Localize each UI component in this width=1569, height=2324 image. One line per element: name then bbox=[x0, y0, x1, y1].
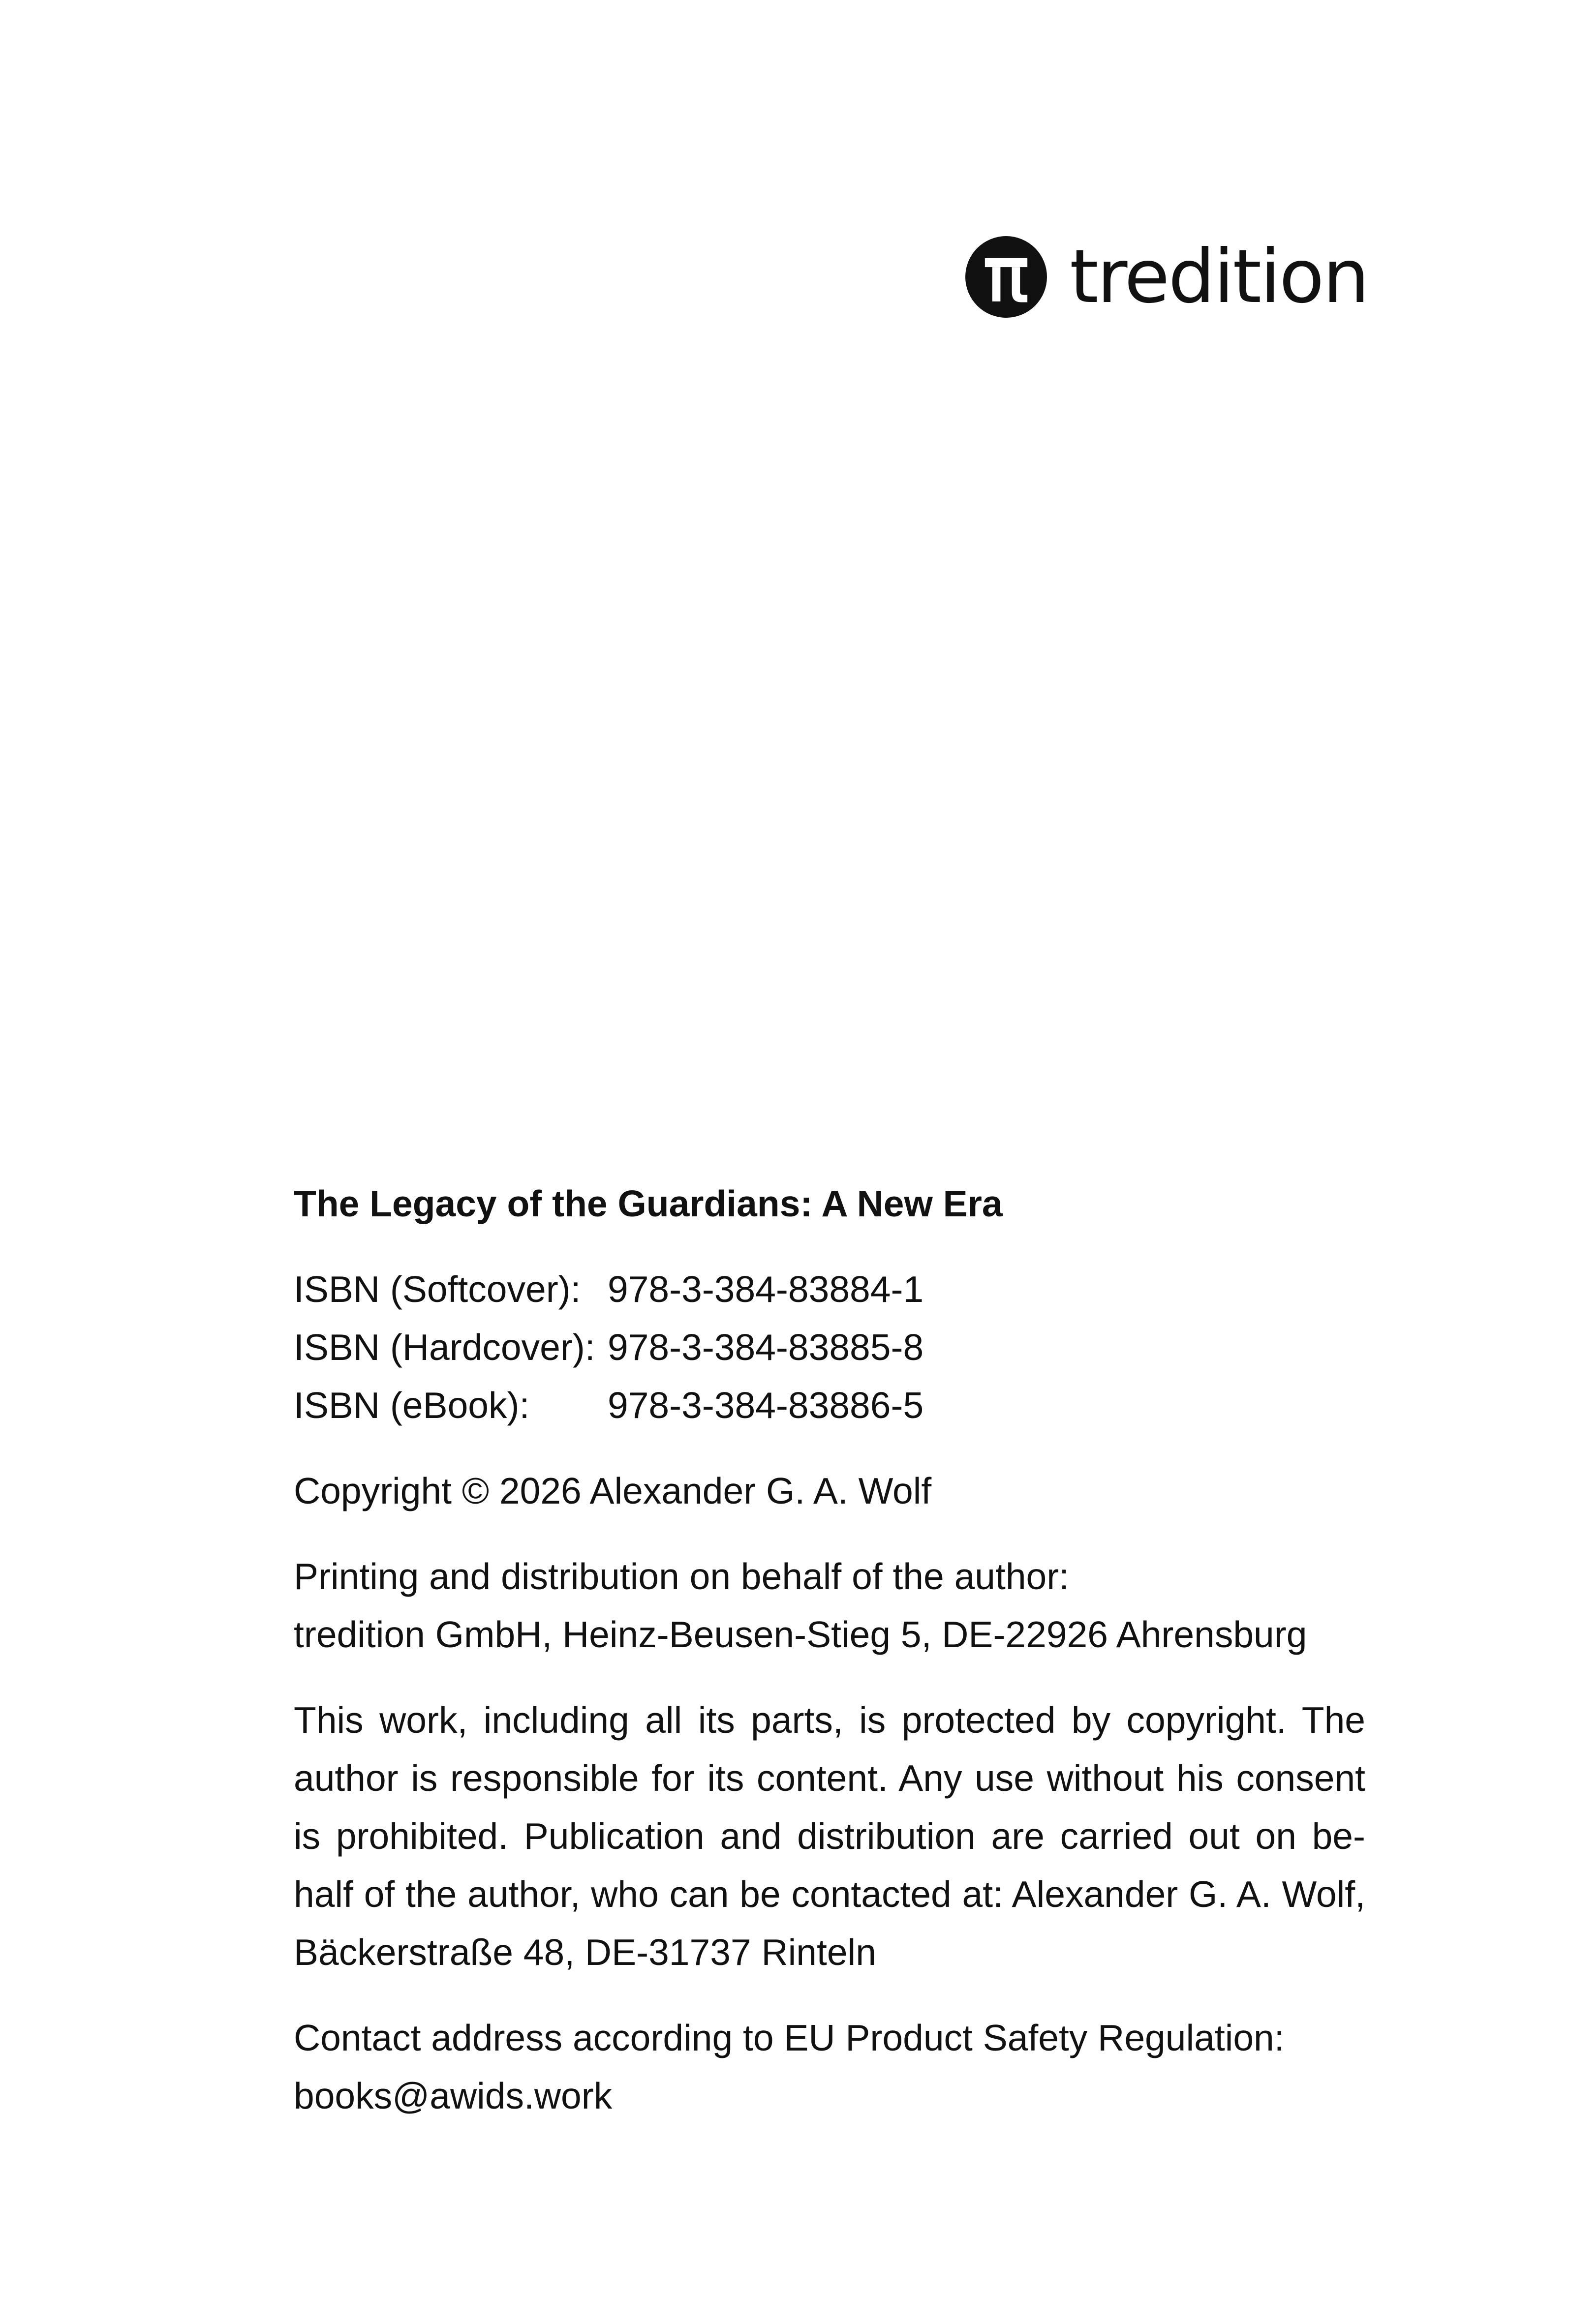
isbn-label: ISBN (eBook): bbox=[294, 1385, 530, 1426]
rights-line: half of the author, who can be contacted at: Alexander G. A. Wolf, bbox=[294, 1873, 1365, 1915]
isbn-row-ebook bbox=[294, 1376, 1365, 1434]
isbn-row-softcover bbox=[294, 1260, 1365, 1318]
printing-line: Printing and distribution on behalf of the author: bbox=[294, 1556, 1070, 1597]
contact-line: Contact address according to EU Product Safety Regulation: bbox=[294, 2017, 1285, 2058]
publisher-logo bbox=[965, 235, 1368, 319]
tredition-logo-icon bbox=[965, 236, 1047, 318]
contact-info bbox=[294, 2009, 1365, 2125]
isbn-value: 978-3-384-83885-8 bbox=[608, 1327, 924, 1368]
isbn-label: ISBN (Hardcover): bbox=[294, 1327, 595, 1368]
copyright-notice: Copyright © 2026 Alexander G. A. Wolf bbox=[294, 1470, 932, 1511]
contact-email: books@awids.work bbox=[294, 2075, 613, 2116]
rights-line: is prohibited. Publication and distribution are carried out on be- bbox=[294, 1815, 1365, 1857]
book-title: The Legacy of the Guardians: A New Era bbox=[294, 1183, 1003, 1224]
isbn-row-hardcover bbox=[294, 1318, 1365, 1376]
publisher-name: tredition bbox=[1070, 234, 1368, 320]
printing-info bbox=[294, 1547, 1365, 1663]
isbn-value: 978-3-384-83886-5 bbox=[608, 1385, 924, 1426]
rights-notice bbox=[294, 1691, 1365, 1981]
isbn-label: ISBN (Softcover): bbox=[294, 1268, 581, 1310]
rights-line: Bäckerstraße 48, DE-31737 Rinteln bbox=[294, 1932, 876, 1973]
isbn-list bbox=[294, 1260, 1365, 1434]
imprint-block bbox=[294, 1175, 1365, 2125]
publisher-address: tredition GmbH, Heinz-Beusen-Stieg 5, DE-22926 Ahrensburg bbox=[294, 1614, 1307, 1655]
isbn-value: 978-3-384-83884-1 bbox=[608, 1268, 924, 1310]
rights-line: This work, including all its parts, is protected by copyright. The bbox=[294, 1699, 1365, 1741]
rights-line: author is responsible for its content. Any use without his consent bbox=[294, 1757, 1365, 1799]
